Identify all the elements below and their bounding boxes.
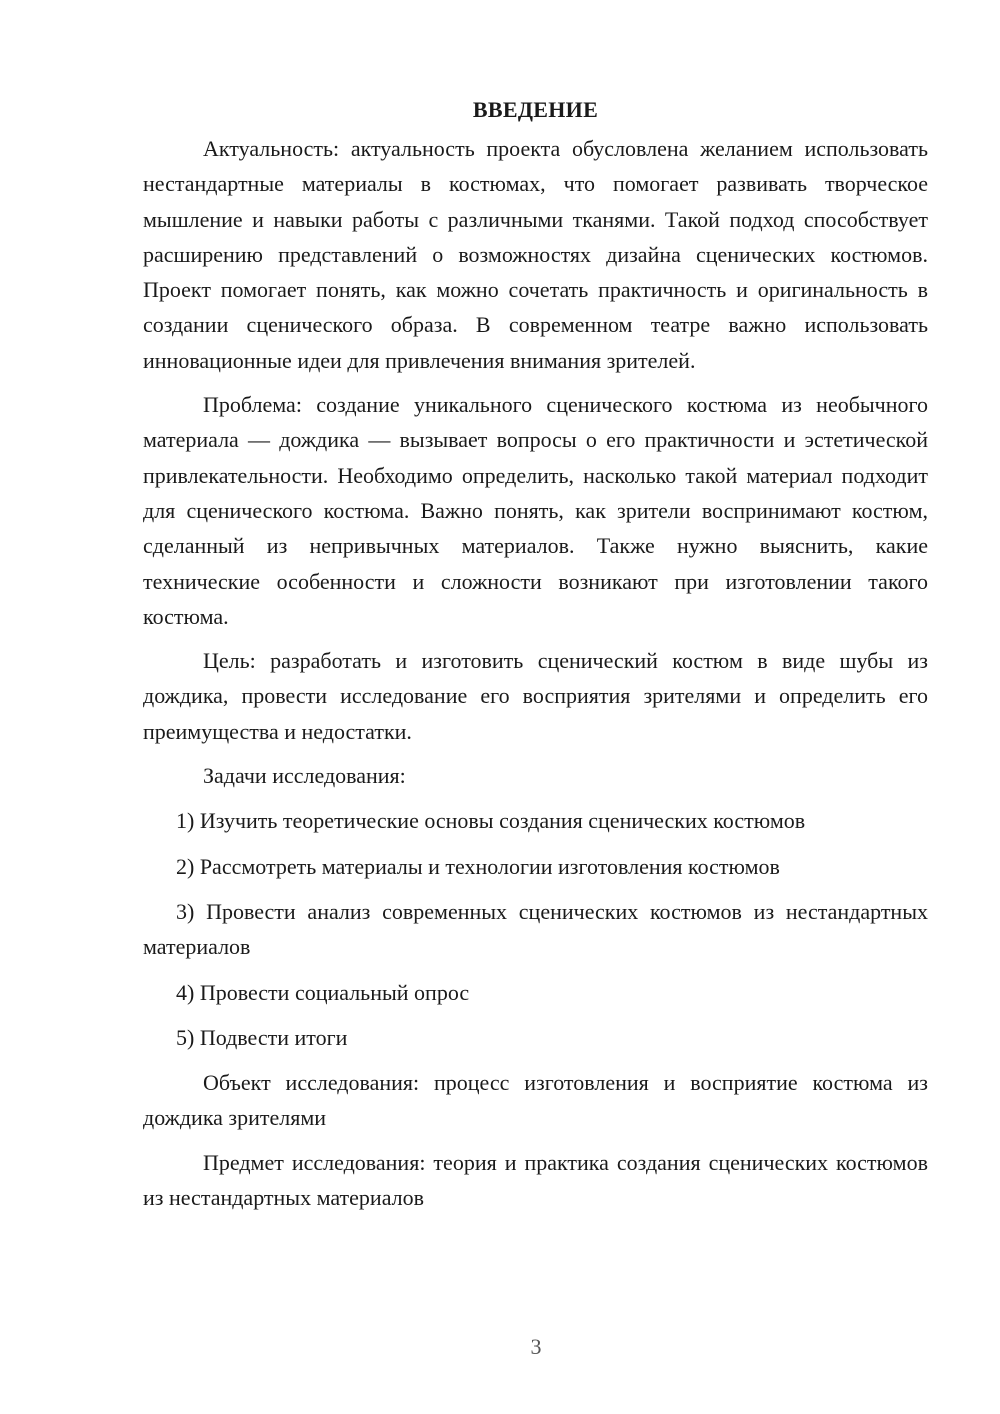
problem-paragraph: Проблема: создание уникального сценического костюма из необычного материала — дождика — вызывает вопросы о его практичности и эстетической привлекательности. Необходимо определить, насколько такой материал подходит для сценического костюма. Важно понять, как зрители воспринимают костюм, сделанный из непривычных материалов. Также нужно выяснить, какие технические особенности и сложности возникают при изготовлении такого костюма. (143, 392, 928, 629)
object-paragraph: Объект исследования: процесс изготовления и восприятие костюма из дождика зрителями (143, 1070, 928, 1131)
page-number: 3 (530, 1334, 542, 1359)
page-title: ВВЕДЕНИЕ (472, 97, 599, 122)
task-item: 3) Провести анализ современных сценических костюмов из нестандартных материалов (143, 898, 928, 960)
document-page (143, 95, 928, 1224)
subject-paragraph: Предмет исследования: теория и практика создания сценических костюмов из нестандартных материалов (143, 1149, 928, 1211)
task-item: 5) Подвести итоги (176, 1024, 348, 1050)
tasks-heading: Задачи исследования: (203, 763, 406, 789)
task-item: 1) Изучить теоретические основы создания сценических костюмов (176, 808, 806, 834)
task-item: 4) Провести социальный опрос (176, 979, 470, 1005)
task-item: 2) Рассмотреть материалы и технологии изготовления костюмов (176, 853, 780, 879)
goal-paragraph: Цель: разработать и изготовить сценический костюм в виде шубы из дождика, провести исследование его восприятия зрителями и определить его преимущества и недостатки. (143, 648, 928, 744)
relevance-paragraph: Актуальность: актуальность проекта обусловлена желанием использовать нестандартные материалы в костюмах, что помогает развивать творческое мышление и навыки работы с различными тканями. Такой подход способствует расширению представлений о возможностях дизайна сценических костюмов. Проект помогает понять, как можно сочетать практичность и оригинальность в создании сценического образа. В современном театре важно использовать инновационные идеи для привлечения внимания зрителей. (143, 136, 928, 373)
